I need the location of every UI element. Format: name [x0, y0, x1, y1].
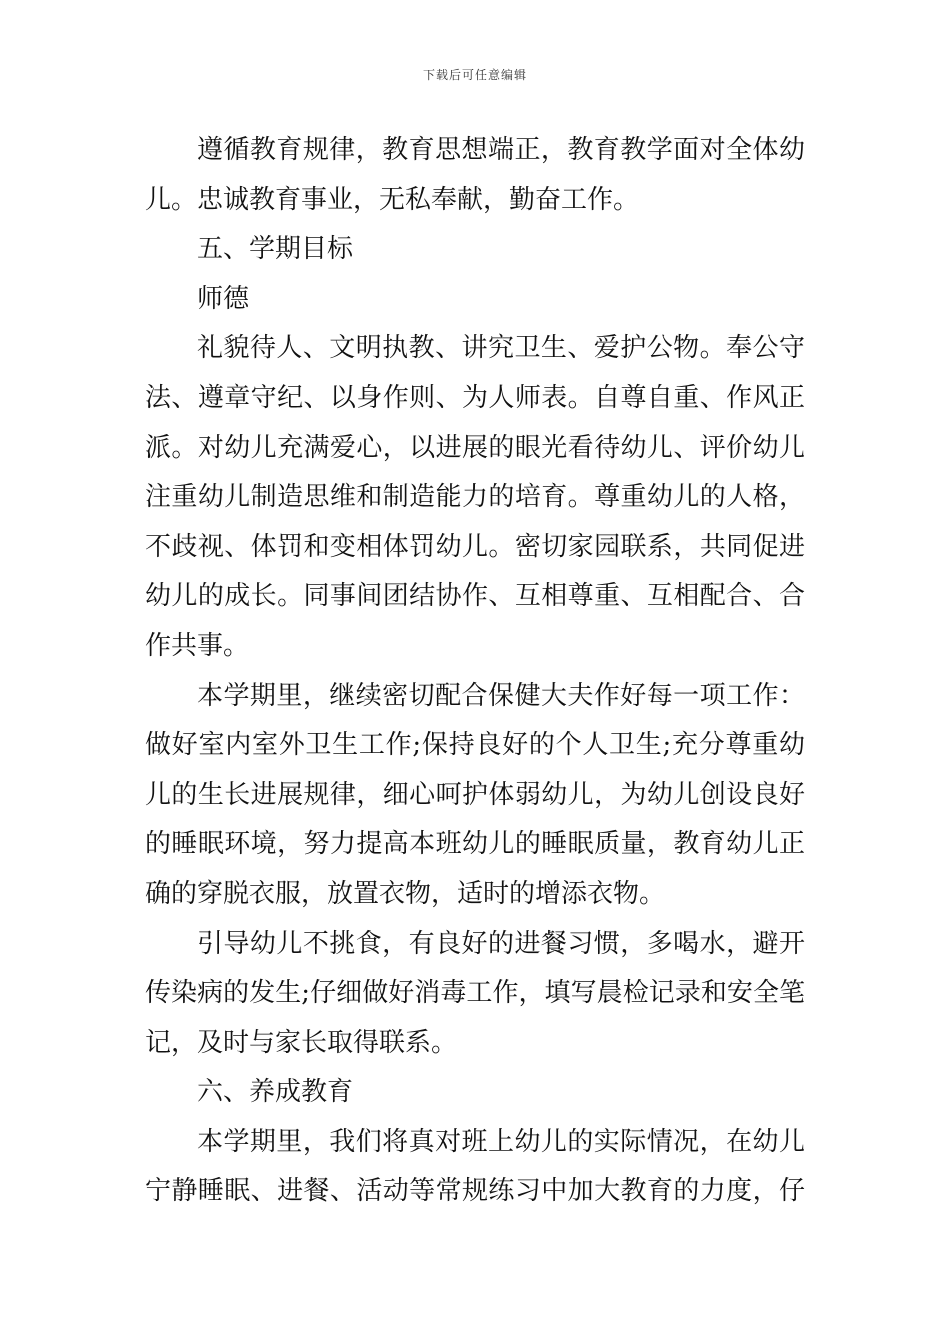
paragraph-line: 不歧视、体罚和变相体罚幼儿。密切家园联系，共同促进 — [145, 531, 805, 562]
paragraph-line: 做好室内室外卫生工作;保持良好的个人卫生;充分尊重幼 — [145, 730, 805, 761]
subsection-heading: 师德 — [197, 283, 250, 314]
paragraph-line: 记，及时与家长取得联系。 — [145, 1027, 458, 1058]
page-header-note: 下载后可任意编辑 — [422, 68, 527, 82]
paragraph-line: 确的穿脱衣服，放置衣物，适时的增添衣物。 — [145, 878, 666, 909]
paragraph-line: 本学期里，继续密切配合保健大夫作好每一项工作： — [197, 680, 805, 711]
paragraph-line: 引导幼儿不挑食，有良好的进餐习惯，多喝水，避开 — [197, 928, 805, 959]
section-heading: 六、养成教育 — [197, 1077, 354, 1108]
paragraph-line: 礼貌待人、文明执教、讲究卫生、爱护公物。奉公守 — [197, 333, 805, 364]
document-body — [145, 126, 805, 1217]
paragraph-line: 法、遵章守纪、以身作则、为人师表。自尊自重、作风正 — [145, 382, 805, 413]
paragraph-line: 作共事。 — [145, 630, 250, 661]
section-heading: 五、学期目标 — [197, 234, 354, 265]
paragraph-line: 幼儿的成长。同事间团结协作、互相尊重、互相配合、合 — [145, 581, 805, 612]
paragraph-line: 传染病的发生;仔细做好消毒工作，填写晨检记录和安全笔 — [145, 978, 805, 1009]
paragraph-line: 的睡眠环境，努力提高本班幼儿的睡眠质量，教育幼儿正 — [145, 829, 805, 860]
paragraph-line: 儿的生长进展规律，细心呵护体弱幼儿，为幼儿创设良好 — [145, 779, 805, 810]
paragraph-line: 遵循教育规律，教育思想端正，教育教学面对全体幼 — [197, 135, 805, 165]
paragraph-line: 注重幼儿制造思维和制造能力的培育。尊重幼儿的人格， — [145, 482, 805, 513]
paragraph-line: 本学期里，我们将真对班上幼儿的实际情况，在幼儿 — [197, 1126, 805, 1157]
paragraph-line: 派。对幼儿充满爱心，以进展的眼光看待幼儿、评价幼儿 — [145, 432, 805, 463]
paragraph-line: 宁静睡眠、进餐、活动等常规练习中加大教育的力度，仔 — [145, 1176, 805, 1207]
paragraph-line: 儿。忠诚教育事业，无私奉献，勤奋工作。 — [145, 184, 640, 215]
